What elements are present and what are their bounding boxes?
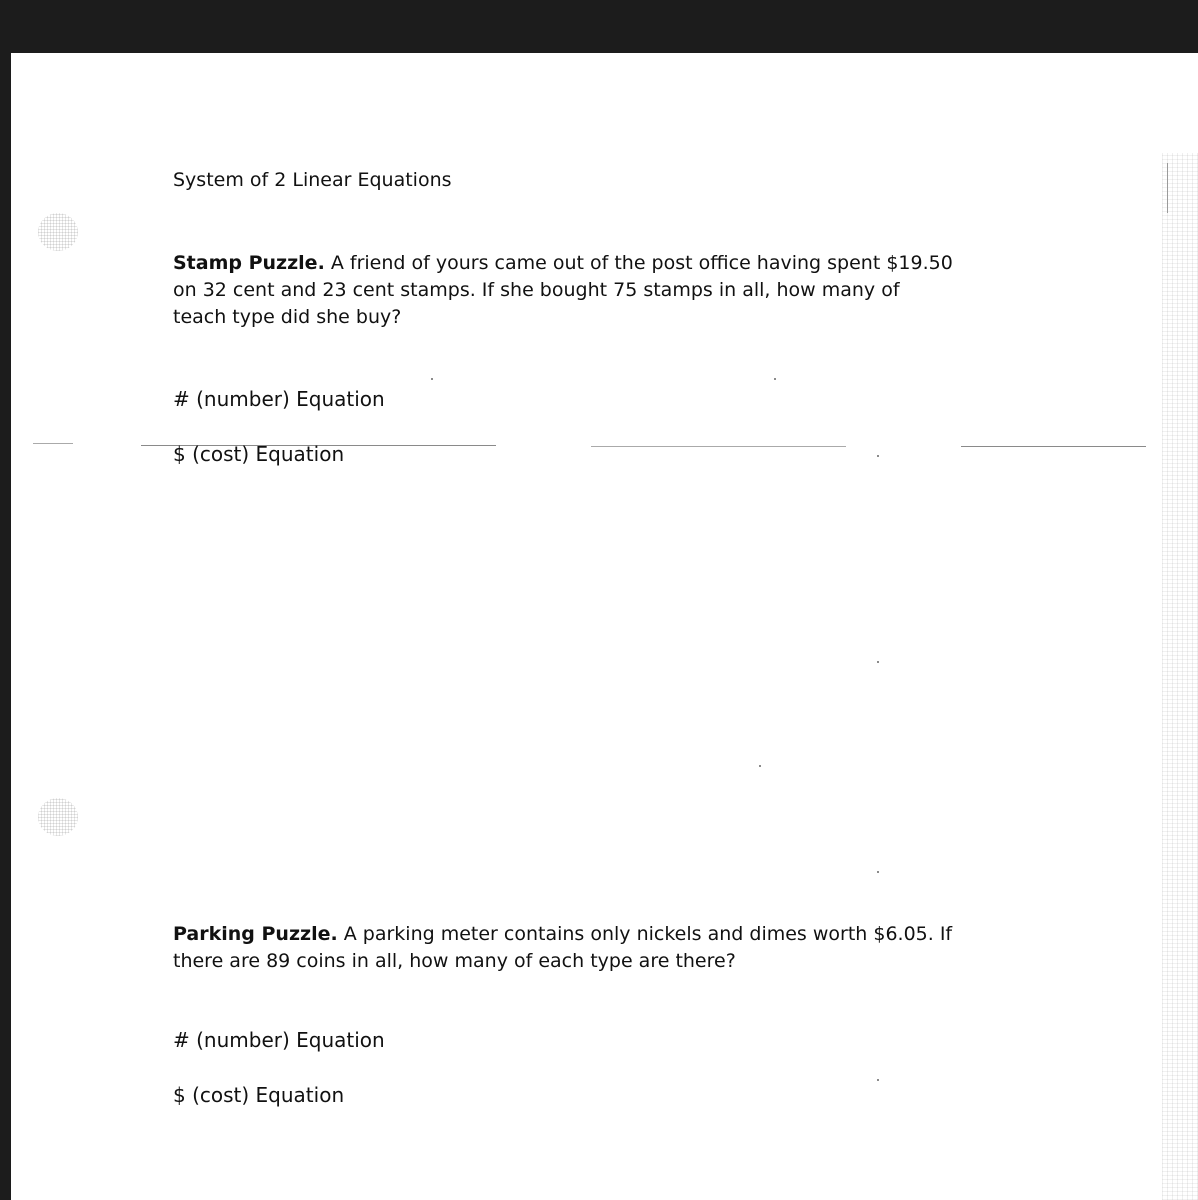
cost-equation-label: $ (cost) Equation bbox=[173, 1083, 345, 1107]
scan-line bbox=[33, 443, 73, 444]
problem-parking-puzzle bbox=[173, 921, 993, 975]
problem-text-line: teach type did she buy? bbox=[173, 306, 402, 328]
problem-text-line: there are 89 coins in all, how many of each type are there? bbox=[173, 950, 736, 972]
number-equation-label: # (number) Equation bbox=[173, 387, 385, 411]
number-equation-label: # (number) Equation bbox=[173, 1028, 385, 1052]
punch-hole bbox=[38, 798, 78, 836]
scan-line bbox=[591, 446, 846, 447]
scan-speck bbox=[774, 378, 776, 380]
page-title: System of 2 Linear Equations bbox=[173, 169, 452, 191]
scan-line bbox=[961, 446, 1146, 447]
problem-heading: Parking Puzzle. bbox=[173, 923, 338, 945]
cost-equation-label: $ (cost) Equation bbox=[173, 442, 345, 466]
scan-edge-noise bbox=[1162, 153, 1198, 1200]
problem-text-line: A parking meter contains only nickels and dimes worth $6.05. If bbox=[343, 923, 953, 945]
scan-speck bbox=[759, 765, 761, 767]
scan-speck bbox=[877, 871, 879, 873]
worksheet-page bbox=[11, 53, 1198, 1200]
scan-speck bbox=[877, 455, 879, 457]
problem-stamp-puzzle bbox=[173, 250, 993, 331]
scan-speck bbox=[877, 661, 879, 663]
scan-speck bbox=[431, 378, 433, 380]
punch-hole bbox=[38, 213, 78, 251]
problem-text-line: on 32 cent and 23 cent stamps. If she bought 75 stamps in all, how many of bbox=[173, 279, 900, 301]
scan-speck bbox=[877, 1079, 879, 1081]
problem-heading: Stamp Puzzle. bbox=[173, 252, 325, 274]
problem-text-line: A friend of yours came out of the post office having spent $19.50 bbox=[330, 252, 953, 274]
